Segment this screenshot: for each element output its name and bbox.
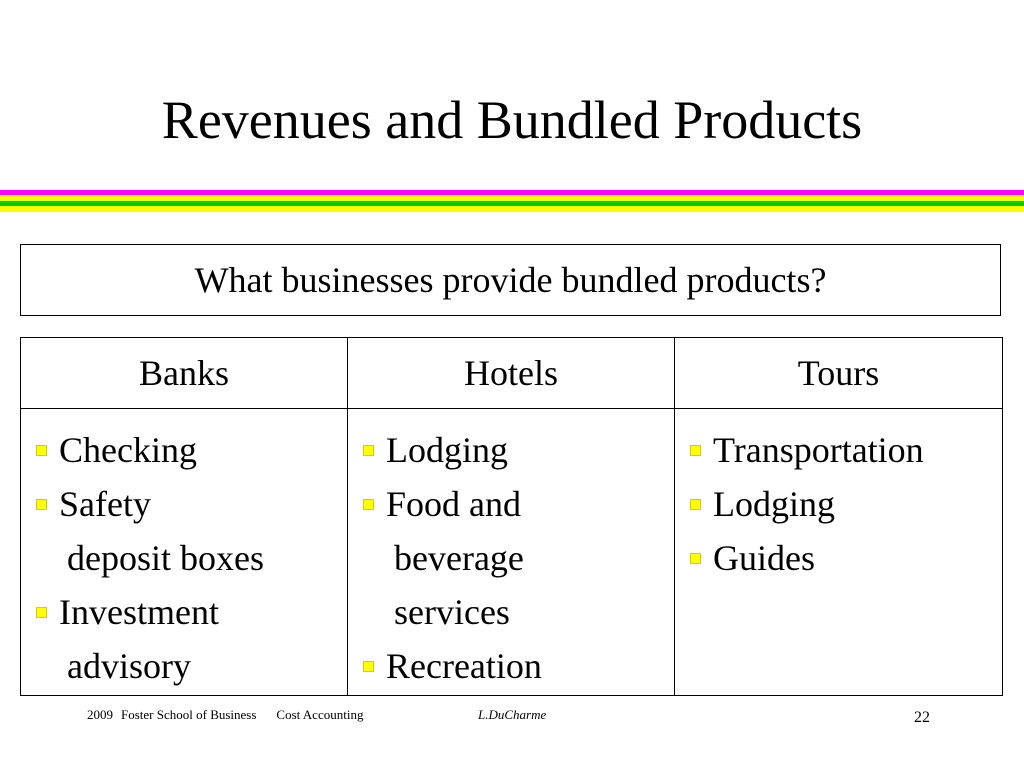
- list-item: Recreation: [360, 639, 674, 693]
- square-bullet-icon: [363, 445, 374, 456]
- stripe-yellow-lower: [0, 206, 1024, 212]
- banks-list-cell: [21, 409, 348, 695]
- list-item: Investment advisory: [33, 585, 347, 693]
- square-bullet-icon: [363, 661, 374, 672]
- hotels-list: [360, 423, 674, 693]
- column-header-banks: Banks: [21, 338, 348, 409]
- hotels-list-cell: [348, 409, 675, 695]
- square-bullet-icon: [36, 499, 47, 510]
- square-bullet-icon: [363, 499, 374, 510]
- page-number: 22: [914, 709, 930, 726]
- list-item: Guides: [687, 531, 1002, 585]
- list-item: Lodging: [687, 477, 1002, 531]
- list-item: Safety deposit boxes: [33, 477, 347, 585]
- list-item: Lodging: [360, 423, 674, 477]
- square-bullet-icon: [690, 499, 701, 510]
- footer-year: 2009: [87, 707, 113, 722]
- column-header-tours: Tours: [675, 338, 1002, 409]
- question-text: What businesses provide bundled products?: [194, 260, 827, 300]
- column-header-hotels: Hotels: [348, 338, 675, 409]
- business-table: [20, 337, 1003, 696]
- square-bullet-icon: [36, 445, 47, 456]
- slide-title: Revenues and Bundled Products: [161, 90, 863, 150]
- question-box: [20, 244, 1001, 316]
- tours-list-cell: [675, 409, 1002, 695]
- square-bullet-icon: [690, 553, 701, 564]
- footer-course: Cost Accounting: [276, 707, 364, 722]
- footer-info: [87, 707, 363, 723]
- square-bullet-icon: [36, 607, 47, 618]
- list-item: Food and beverage services: [360, 477, 674, 639]
- list-item: Checking: [33, 423, 347, 477]
- square-bullet-icon: [690, 445, 701, 456]
- footer-author: L.DuCharme: [478, 707, 547, 722]
- banks-list: [33, 423, 347, 693]
- list-item: Transportation: [687, 423, 1002, 477]
- footer-school: Foster School of Business: [121, 707, 257, 722]
- tours-list: [687, 423, 1002, 585]
